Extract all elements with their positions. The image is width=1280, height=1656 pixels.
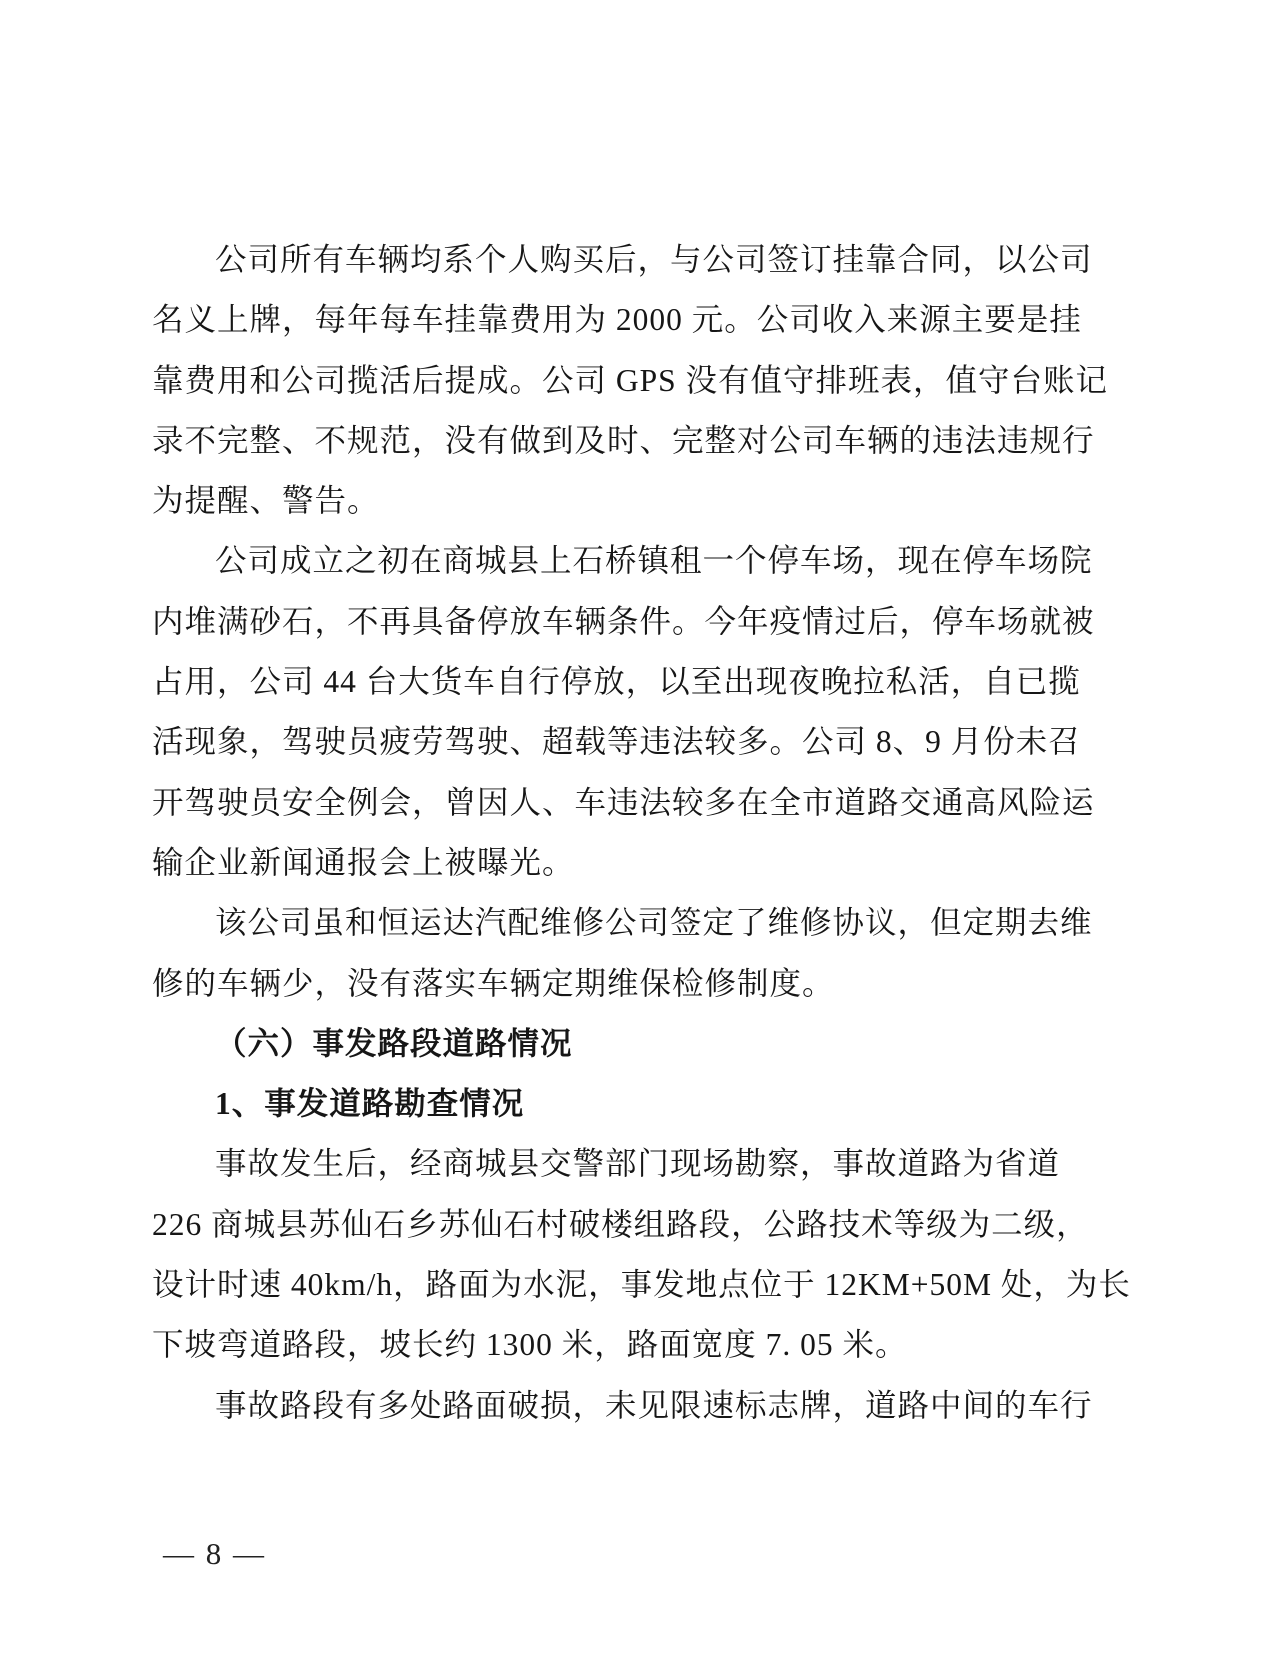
paragraph-company-vehicles — [152, 230, 1109, 531]
paragraph-maintenance — [152, 893, 1093, 1014]
heading-line: 1、事发道路勘查情况 — [215, 1086, 525, 1122]
text-line: 名义上牌，每年每车挂靠费用为 2000 元。公司收入来源主要是挂 — [152, 302, 1082, 338]
text-line: 输企业新闻通报会上被曝光。 — [152, 844, 575, 880]
document-body — [152, 230, 1131, 1436]
text-line: 事故路段有多处路面破损，未见限速标志牌，道路中间的车行 — [215, 1387, 1093, 1423]
text-line: 公司成立之初在商城县上石桥镇租一个停车场，现在停车场院 — [215, 543, 1093, 579]
text-line: 事故发生后，经商城县交警部门现场勘察，事故道路为省道 — [215, 1146, 1061, 1182]
page-number: — 8 — — [163, 1536, 266, 1571]
text-line: 开驾驶员安全例会，曾因人、车违法较多在全市道路交通高风险运 — [152, 784, 1095, 820]
text-line: 活现象，驾驶员疲劳驾驶、超载等违法较多。公司 8、9 月份未召 — [152, 724, 1081, 760]
text-line: 下坡弯道路段，坡长约 1300 米，路面宽度 7. 05 米。 — [152, 1327, 908, 1363]
text-line: 修的车辆少，没有落实车辆定期维保检修制度。 — [152, 965, 835, 1001]
text-line: 226 商城县苏仙石乡苏仙石村破楼组路段，公路技术等级为二级， — [152, 1206, 1089, 1242]
page-footer — [163, 1528, 266, 1580]
text-line: 占用，公司 44 台大货车自行停放，以至出现夜晚拉私活，自已揽 — [152, 664, 1081, 700]
text-line: 公司所有车辆均系个人购买后，与公司签订挂靠合同，以公司 — [215, 242, 1093, 277]
text-line: 为提醒、警告。 — [152, 483, 380, 519]
paragraph-road-damage — [152, 1376, 1093, 1436]
heading-line: （六）事发路段道路情况 — [215, 1025, 573, 1061]
text-line: 录不完整、不规范，没有做到及时、完整对公司车辆的违法违规行 — [152, 422, 1095, 458]
text-line: 内堆满砂石，不再具备停放车辆条件。今年疫情过后，停车场就被 — [152, 603, 1095, 639]
paragraph-road-survey — [152, 1134, 1131, 1375]
paragraph-parking-lot — [152, 531, 1093, 893]
text-line: 该公司虽和恒运达汽配维修公司签定了维修协议，但定期去维 — [215, 905, 1093, 941]
text-line: 设计时速 40km/h，路面为水泥，事发地点位于 12KM+50M 处，为长 — [152, 1267, 1131, 1303]
text-line: 靠费用和公司揽活后提成。公司 GPS 没有值守排班表，值守台账记 — [152, 362, 1109, 398]
section-heading-road-conditions — [152, 1014, 1093, 1074]
subsection-heading-road-survey — [152, 1074, 1093, 1134]
